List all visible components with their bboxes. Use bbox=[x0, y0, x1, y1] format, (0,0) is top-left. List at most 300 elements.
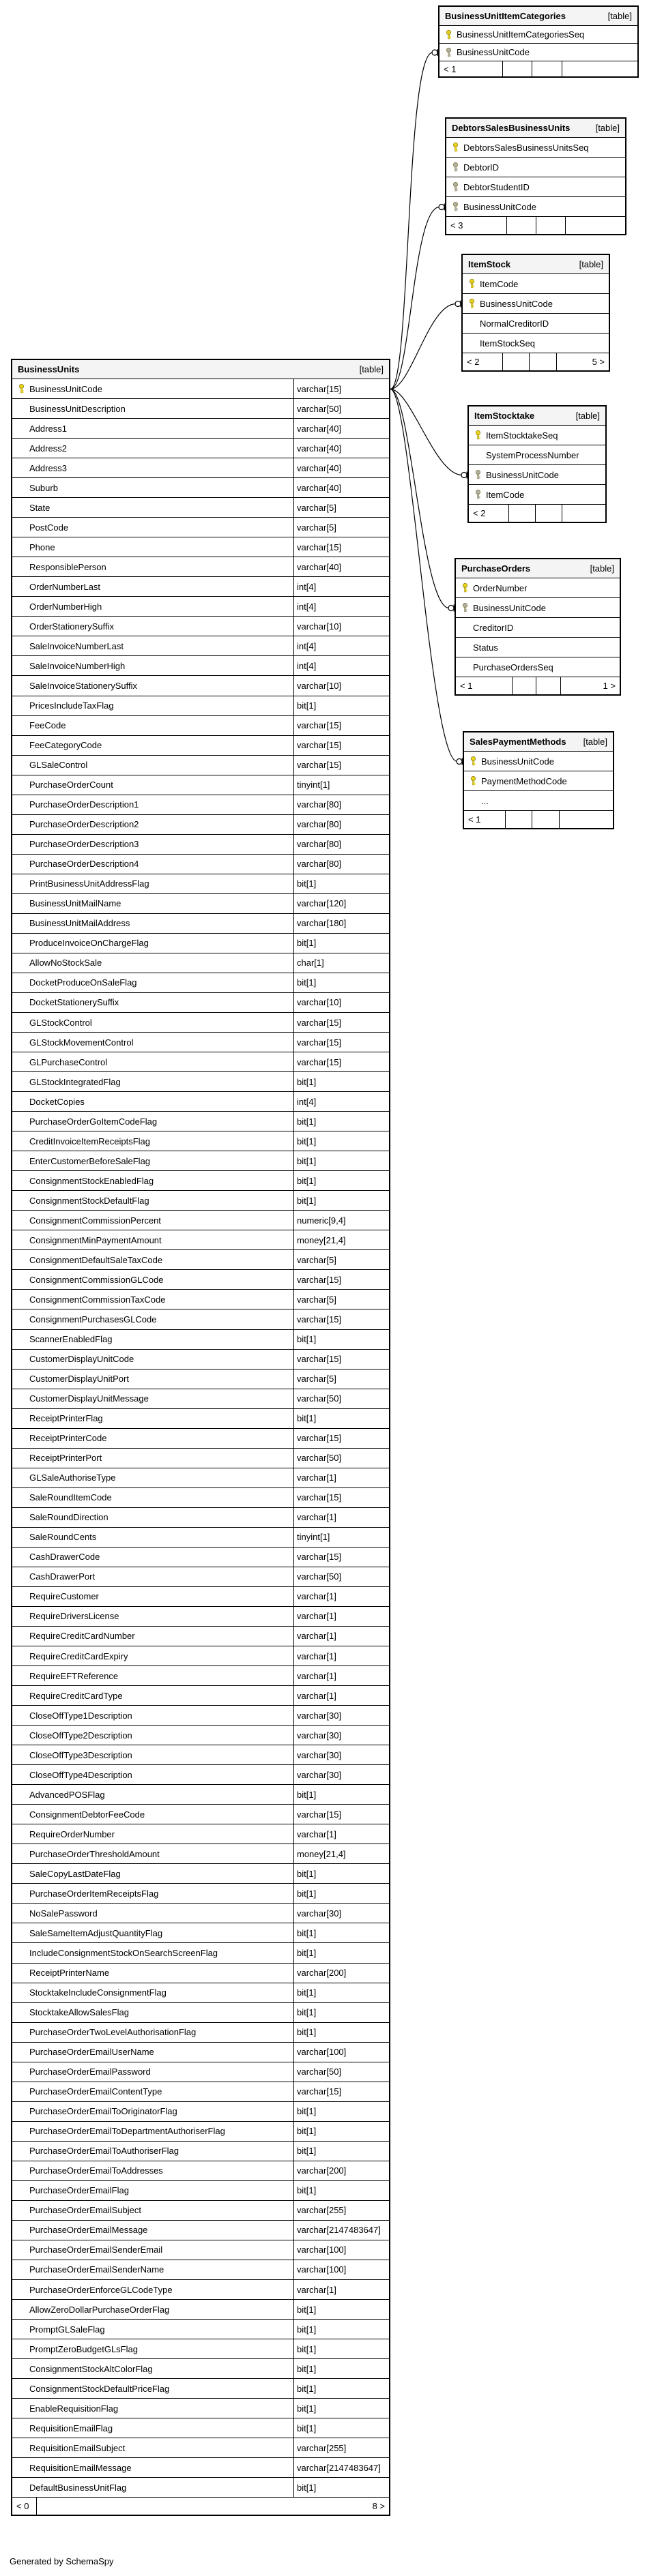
relationship-line-itemstock bbox=[390, 304, 456, 389]
column-name[interactable]: CustomerDisplayUnitPort bbox=[29, 1374, 129, 1385]
table-itemstock[interactable] bbox=[461, 254, 610, 372]
column-name[interactable]: PromptZeroBudgetGLsFlag bbox=[29, 2343, 138, 2354]
column-name[interactable]: AllowNoStockSale bbox=[29, 958, 102, 968]
column-name[interactable]: ItemStockSeq bbox=[480, 338, 535, 349]
column-name[interactable]: RequireOrderNumber bbox=[29, 1829, 115, 1839]
column-row[interactable] bbox=[12, 2379, 389, 2399]
column-row[interactable] bbox=[446, 177, 625, 197]
column-type: varchar[1] bbox=[297, 1650, 336, 1661]
column-row[interactable] bbox=[463, 334, 609, 353]
column-row[interactable] bbox=[456, 578, 620, 598]
column-name[interactable]: EnterCustomerBeforeSaleFlag bbox=[29, 1155, 151, 1166]
column-row[interactable] bbox=[12, 2161, 389, 2181]
column-row[interactable] bbox=[12, 874, 389, 894]
column-name[interactable]: OrderNumber bbox=[473, 582, 528, 593]
column-name[interactable]: CreditorID bbox=[473, 622, 514, 633]
column-row[interactable] bbox=[12, 2438, 389, 2458]
column-row[interactable] bbox=[469, 465, 605, 485]
column-name[interactable]: PurchaseOrderEnforceGLCodeType bbox=[29, 2284, 173, 2295]
column-name[interactable]: BusinessUnitCode bbox=[457, 47, 530, 57]
table-salespaymentmethods[interactable] bbox=[463, 731, 614, 829]
column-row[interactable] bbox=[464, 752, 613, 771]
column-name[interactable]: IncludeConsignmentStockOnSearchScreenFlag bbox=[29, 1947, 218, 1958]
column-name[interactable]: PurchaseOrderEmailFlag bbox=[29, 2185, 129, 2196]
column-name[interactable]: RequireCreditCardNumber bbox=[29, 1631, 135, 1642]
table-header[interactable] bbox=[469, 406, 605, 426]
column-row[interactable] bbox=[463, 274, 609, 294]
column-name[interactable]: StocktakeIncludeConsignmentFlag bbox=[29, 1987, 167, 1998]
column-row[interactable] bbox=[12, 2280, 389, 2300]
column-row[interactable] bbox=[12, 2122, 389, 2142]
column-row[interactable] bbox=[12, 2339, 389, 2359]
column-name[interactable]: DocketStationerySuffix bbox=[29, 997, 119, 1008]
column-name[interactable]: PurchaseOrderDescription3 bbox=[29, 839, 139, 850]
column-row[interactable] bbox=[12, 1844, 389, 1864]
column-name[interactable]: GLStockControl bbox=[29, 1017, 92, 1028]
column-name[interactable]: PurchaseOrderEmailToAuthoriserFlag bbox=[29, 2146, 179, 2157]
column-name[interactable]: PurchaseOrderDescription1 bbox=[29, 799, 139, 810]
column-name[interactable]: ConsignmentDefaultSaleTaxCode bbox=[29, 1254, 163, 1265]
column-row[interactable] bbox=[12, 1052, 389, 1072]
column-name[interactable]: Address1 bbox=[29, 423, 67, 434]
column-row[interactable] bbox=[12, 1765, 389, 1785]
column-row[interactable] bbox=[12, 2181, 389, 2201]
column-row[interactable] bbox=[12, 617, 389, 636]
column-name[interactable]: ProduceInvoiceOnChargeFlag bbox=[29, 938, 149, 949]
column-name[interactable]: ReceiptPrinterName bbox=[29, 1968, 110, 1979]
column-name[interactable]: DebtorID bbox=[463, 162, 500, 173]
column-name[interactable]: PurchaseOrderDescription4 bbox=[29, 859, 139, 870]
column-row[interactable] bbox=[12, 1290, 389, 1309]
column-name[interactable]: BusinessUnitCode bbox=[473, 602, 546, 613]
column-row[interactable] bbox=[12, 1468, 389, 1488]
column-row[interactable] bbox=[12, 656, 389, 676]
column-row[interactable] bbox=[12, 2399, 389, 2418]
column-name[interactable]: PurchaseOrderEmailToOriginatorFlag bbox=[29, 2106, 177, 2117]
column-name[interactable]: ConsignmentStockDefaultFlag bbox=[29, 1195, 149, 1206]
table-name[interactable]: BusinessUnits bbox=[18, 364, 80, 374]
column-row[interactable] bbox=[12, 934, 389, 953]
column-name[interactable]: Address2 bbox=[29, 443, 67, 454]
column-row[interactable] bbox=[12, 1548, 389, 1567]
column-row[interactable] bbox=[12, 2142, 389, 2161]
column-name[interactable]: CashDrawerPort bbox=[29, 1571, 96, 1582]
column-name[interactable]: RequireCreditCardType bbox=[29, 1690, 123, 1701]
column-row[interactable] bbox=[12, 993, 389, 1013]
column-name[interactable]: BusinessUnitCode bbox=[481, 756, 554, 767]
column-name[interactable]: PromptGLSaleFlag bbox=[29, 2324, 105, 2335]
column-name[interactable]: SaleRoundDirection bbox=[29, 1512, 109, 1523]
column-name[interactable]: PricesIncludeTaxFlag bbox=[29, 700, 114, 711]
column-row[interactable] bbox=[12, 1587, 389, 1607]
column-row[interactable] bbox=[12, 756, 389, 775]
column-row[interactable] bbox=[12, 1072, 389, 1092]
column-name[interactable]: PurchaseOrderItemReceiptsFlag bbox=[29, 1888, 159, 1899]
table-header[interactable] bbox=[463, 255, 609, 274]
column-name[interactable]: SaleInvoiceNumberHigh bbox=[29, 660, 126, 671]
primary-key-icon bbox=[468, 279, 476, 288]
column-row[interactable] bbox=[12, 1726, 389, 1745]
column-row[interactable] bbox=[12, 498, 389, 518]
column-row[interactable] bbox=[463, 314, 609, 334]
column-row[interactable] bbox=[12, 1785, 389, 1805]
column-name[interactable]: DocketProduceOnSaleFlag bbox=[29, 977, 137, 988]
footer-parents-count[interactable]: < 3 bbox=[450, 220, 463, 231]
column-name[interactable]: SaleInvoiceNumberLast bbox=[29, 640, 124, 651]
column-row[interactable] bbox=[12, 2359, 389, 2379]
column-row[interactable] bbox=[12, 1627, 389, 1646]
table-header[interactable] bbox=[12, 360, 389, 379]
column-name[interactable]: CustomerDisplayUnitCode bbox=[29, 1354, 134, 1365]
column-name[interactable]: FeeCode bbox=[29, 720, 66, 731]
column-name[interactable]: PurchaseOrderCount bbox=[29, 780, 113, 790]
column-row[interactable] bbox=[12, 1350, 389, 1370]
table-footer bbox=[12, 2498, 389, 2515]
column-row[interactable] bbox=[12, 973, 389, 993]
column-name[interactable]: SaleRoundCents bbox=[29, 1532, 97, 1543]
column-row[interactable] bbox=[12, 1230, 389, 1250]
column-name[interactable]: BusinessUnitItemCategoriesSeq bbox=[457, 29, 585, 40]
column-type: varchar[1] bbox=[297, 1829, 336, 1839]
column-name[interactable]: OrderNumberHigh bbox=[29, 601, 102, 612]
column-row[interactable] bbox=[446, 138, 625, 158]
column-row[interactable] bbox=[12, 1449, 389, 1468]
column-row[interactable] bbox=[12, 518, 389, 537]
column-name[interactable]: CloseOffType2Description bbox=[29, 1730, 132, 1741]
column-name[interactable]: DefaultBusinessUnitFlag bbox=[29, 2482, 127, 2493]
column-row[interactable] bbox=[12, 1151, 389, 1171]
column-row[interactable] bbox=[12, 1033, 389, 1052]
table-name[interactable]: DebtorsSalesBusinessUnits bbox=[452, 123, 571, 133]
column-row[interactable] bbox=[12, 1964, 389, 1983]
column-row[interactable] bbox=[12, 1013, 389, 1033]
column-name[interactable]: NoSalePassword bbox=[29, 1908, 98, 1919]
column-name[interactable]: ItemStocktakeSeq bbox=[486, 430, 558, 441]
column-row[interactable] bbox=[12, 577, 389, 597]
column-name[interactable]: ConsignmentStockEnabledFlag bbox=[29, 1175, 154, 1186]
table-name[interactable]: ItemStock bbox=[468, 259, 511, 269]
column-name[interactable]: ReceiptPrinterPort bbox=[29, 1453, 102, 1464]
column-row[interactable] bbox=[12, 953, 389, 973]
column-name[interactable]: RequireCreditCardExpiry bbox=[29, 1650, 128, 1661]
column-row[interactable] bbox=[12, 478, 389, 498]
column-row[interactable] bbox=[12, 1092, 389, 1112]
column-row[interactable] bbox=[12, 557, 389, 577]
column-row[interactable] bbox=[12, 636, 389, 656]
table-name[interactable]: PurchaseOrders bbox=[461, 563, 531, 574]
column-name[interactable]: GLSaleControl bbox=[29, 760, 88, 771]
column-name[interactable]: State bbox=[29, 502, 51, 513]
column-row[interactable] bbox=[464, 791, 613, 811]
column-row[interactable] bbox=[464, 771, 613, 791]
column-row[interactable] bbox=[12, 2221, 389, 2240]
column-row[interactable] bbox=[12, 399, 389, 419]
column-row[interactable] bbox=[446, 158, 625, 177]
column-name[interactable]: ConsignmentDebtorFeeCode bbox=[29, 1809, 145, 1820]
column-name[interactable]: RequireEFTReference bbox=[29, 1670, 119, 1681]
column-row[interactable] bbox=[12, 2300, 389, 2320]
column-row[interactable] bbox=[439, 44, 637, 61]
column-row[interactable] bbox=[12, 1528, 389, 1548]
column-row[interactable] bbox=[12, 597, 389, 617]
footer-children-count[interactable]: 5 > bbox=[592, 357, 605, 367]
column-name[interactable]: PurchaseOrderGoItemCodeFlag bbox=[29, 1116, 158, 1127]
column-row[interactable] bbox=[12, 1923, 389, 1943]
column-row[interactable] bbox=[12, 1330, 389, 1350]
column-name[interactable]: BusinessUnitCode bbox=[29, 383, 102, 394]
column-row[interactable] bbox=[12, 1250, 389, 1270]
column-name[interactable]: RequisitionEmailSubject bbox=[29, 2442, 126, 2453]
column-row[interactable] bbox=[12, 775, 389, 795]
column-row[interactable] bbox=[469, 426, 605, 445]
column-row[interactable] bbox=[12, 1884, 389, 1904]
table-header[interactable] bbox=[464, 732, 613, 752]
column-name[interactable]: GLStockMovementControl bbox=[29, 1037, 134, 1048]
column-row[interactable] bbox=[12, 2082, 389, 2102]
column-name[interactable]: ConsignmentStockAltColorFlag bbox=[29, 2363, 153, 2374]
column-name[interactable]: PurchaseOrderEmailSubject bbox=[29, 2205, 142, 2216]
footer-parents-count[interactable]: < 2 bbox=[467, 357, 480, 367]
column-row[interactable] bbox=[12, 1706, 389, 1726]
table-kind: [table] bbox=[590, 563, 614, 574]
column-name[interactable]: PostCode bbox=[29, 522, 69, 533]
column-row[interactable] bbox=[12, 676, 389, 696]
column-name[interactable]: PurchaseOrderEmailContentType bbox=[29, 2086, 162, 2097]
column-row[interactable] bbox=[12, 1171, 389, 1191]
column-row[interactable] bbox=[12, 2201, 389, 2221]
column-name[interactable]: CloseOffType1Description bbox=[29, 1710, 132, 1721]
column-name[interactable]: BusinessUnitCode bbox=[463, 201, 536, 212]
column-name[interactable]: PurchaseOrderEmailPassword bbox=[29, 2067, 151, 2077]
column-name[interactable]: CustomerDisplayUnitMessage bbox=[29, 1393, 149, 1404]
relationship-end-circle bbox=[439, 205, 444, 210]
column-name[interactable]: RequisitionEmailFlag bbox=[29, 2423, 113, 2433]
column-row[interactable] bbox=[12, 2102, 389, 2122]
table-name[interactable]: BusinessUnitItemCategories bbox=[445, 11, 566, 21]
column-row[interactable] bbox=[12, 537, 389, 557]
column-name[interactable]: ConsignmentCommissionPercent bbox=[29, 1215, 161, 1226]
column-name[interactable]: PrintBusinessUnitAddressFlag bbox=[29, 878, 149, 889]
column-row[interactable] bbox=[12, 1824, 389, 1844]
column-row[interactable] bbox=[12, 2240, 389, 2260]
column-row[interactable] bbox=[12, 2023, 389, 2043]
column-row[interactable] bbox=[12, 379, 389, 399]
column-name[interactable]: ResponsiblePerson bbox=[29, 561, 106, 572]
column-row[interactable] bbox=[12, 716, 389, 736]
column-row[interactable] bbox=[12, 2478, 389, 2498]
footer-parents-count[interactable]: < 2 bbox=[473, 508, 486, 518]
column-row[interactable] bbox=[12, 2003, 389, 2023]
column-row[interactable] bbox=[469, 485, 605, 505]
column-name[interactable]: ItemCode bbox=[486, 489, 525, 500]
footer-parents-count[interactable]: < 0 bbox=[16, 2501, 29, 2512]
column-name[interactable]: ... bbox=[481, 795, 489, 806]
column-row[interactable] bbox=[12, 1211, 389, 1230]
column-name[interactable]: ConsignmentCommissionGLCode bbox=[29, 1274, 164, 1285]
column-row[interactable] bbox=[12, 1745, 389, 1765]
column-row[interactable] bbox=[446, 197, 625, 217]
column-row[interactable] bbox=[12, 2458, 389, 2478]
column-type: varchar[10] bbox=[297, 997, 342, 1008]
column-name[interactable]: PurchaseOrderEmailSenderEmail bbox=[29, 2245, 163, 2255]
column-row[interactable] bbox=[12, 439, 389, 458]
column-row[interactable] bbox=[12, 2062, 389, 2082]
column-row[interactable] bbox=[12, 1666, 389, 1686]
column-name[interactable]: StocktakeAllowSalesFlag bbox=[29, 2007, 129, 2018]
footer-parents-count[interactable]: < 1 bbox=[444, 63, 457, 74]
column-row[interactable] bbox=[12, 1270, 389, 1290]
table-debtorssalesbusinessunits[interactable] bbox=[445, 117, 626, 235]
column-row[interactable] bbox=[469, 445, 605, 465]
column-name[interactable]: DocketCopies bbox=[29, 1096, 85, 1107]
table-businessunits[interactable] bbox=[11, 359, 390, 2516]
column-name[interactable]: PurchaseOrderDescription2 bbox=[29, 819, 139, 830]
column-row[interactable] bbox=[12, 1943, 389, 1963]
column-name[interactable]: ConsignmentMinPaymentAmount bbox=[29, 1234, 162, 1245]
column-row[interactable] bbox=[12, 1112, 389, 1131]
column-name[interactable]: ItemCode bbox=[480, 278, 519, 289]
column-row[interactable] bbox=[12, 855, 389, 874]
column-name[interactable]: PurchaseOrderEmailSenderName bbox=[29, 2264, 164, 2275]
column-name[interactable]: FeeCategoryCode bbox=[29, 740, 102, 751]
column-row[interactable] bbox=[12, 2043, 389, 2062]
column-name[interactable]: GLPurchaseControl bbox=[29, 1056, 108, 1067]
column-name[interactable]: AllowZeroDollarPurchaseOrderFlag bbox=[29, 2304, 170, 2315]
table-itemstocktake[interactable] bbox=[467, 405, 607, 523]
column-name[interactable]: CreditInvoiceItemReceiptsFlag bbox=[29, 1136, 151, 1146]
column-name[interactable]: AdvancedPOSFlag bbox=[29, 1789, 105, 1800]
column-name[interactable]: SaleRoundItemCode bbox=[29, 1492, 112, 1503]
column-row[interactable] bbox=[12, 1686, 389, 1706]
column-type: varchar[5] bbox=[297, 502, 336, 513]
column-row[interactable] bbox=[12, 795, 389, 815]
column-row[interactable] bbox=[12, 1864, 389, 1884]
column-row[interactable] bbox=[12, 1409, 389, 1429]
column-row[interactable] bbox=[12, 1488, 389, 1508]
footer-parents-count[interactable]: < 1 bbox=[460, 681, 473, 691]
column-name[interactable]: GLSaleAuthoriseType bbox=[29, 1472, 116, 1483]
column-row[interactable] bbox=[12, 1607, 389, 1627]
table-purchaseorders[interactable] bbox=[455, 558, 621, 696]
column-row[interactable] bbox=[12, 1429, 389, 1449]
column-name[interactable]: CloseOffType3Description bbox=[29, 1749, 132, 1760]
column-name[interactable]: ScannerEnabledFlag bbox=[29, 1334, 113, 1345]
column-name[interactable]: BusinessUnitCode bbox=[486, 469, 559, 480]
footer-children-count[interactable]: 1 > bbox=[603, 681, 616, 691]
column-name[interactable]: Suburb bbox=[29, 482, 58, 493]
column-row[interactable] bbox=[456, 598, 620, 618]
column-row[interactable] bbox=[12, 1131, 389, 1151]
column-row[interactable] bbox=[12, 419, 389, 439]
column-name[interactable]: RequisitionEmailMessage bbox=[29, 2462, 132, 2473]
column-type: varchar[15] bbox=[297, 1809, 342, 1820]
column-name[interactable]: GLStockIntegratedFlag bbox=[29, 1076, 121, 1087]
column-name[interactable]: DebtorStudentID bbox=[463, 181, 530, 192]
column-name[interactable]: OrderStationerySuffix bbox=[29, 621, 115, 632]
column-row[interactable] bbox=[12, 1983, 389, 2003]
column-row[interactable] bbox=[12, 1646, 389, 1666]
column-row[interactable] bbox=[463, 294, 609, 314]
column-row[interactable] bbox=[12, 1508, 389, 1528]
column-name[interactable]: SaleSameItemAdjustQuantityFlag bbox=[29, 1927, 163, 1938]
column-row[interactable] bbox=[12, 835, 389, 855]
column-name[interactable]: PurchaseOrderEmailMessage bbox=[29, 2225, 148, 2236]
table-header[interactable] bbox=[456, 559, 620, 578]
column-name[interactable]: Status bbox=[473, 642, 498, 653]
column-row[interactable] bbox=[12, 1805, 389, 1824]
column-row[interactable] bbox=[12, 736, 389, 756]
column-row[interactable] bbox=[12, 1309, 389, 1329]
footer-parents-count[interactable]: < 1 bbox=[468, 814, 481, 825]
table-name[interactable]: SalesPaymentMethods bbox=[470, 737, 566, 747]
column-row[interactable] bbox=[12, 815, 389, 835]
column-name[interactable]: PurchaseOrderTwoLevelAuthorisationFlag bbox=[29, 2027, 197, 2038]
column-row[interactable] bbox=[12, 914, 389, 934]
column-name[interactable]: DebtorsSalesBusinessUnitsSeq bbox=[463, 142, 589, 153]
column-name[interactable]: SaleCopyLastDateFlag bbox=[29, 1868, 121, 1879]
column-name[interactable]: BusinessUnitDescription bbox=[29, 403, 126, 414]
column-row[interactable] bbox=[12, 894, 389, 914]
column-name[interactable]: ConsignmentPurchasesGLCode bbox=[29, 1314, 157, 1324]
footer-children-count[interactable]: 8 > bbox=[372, 2501, 385, 2512]
column-name[interactable]: ReceiptPrinterCode bbox=[29, 1433, 107, 1444]
column-name[interactable]: PurchaseOrderEmailUserName bbox=[29, 2047, 154, 2058]
column-name[interactable]: RequireCustomer bbox=[29, 1591, 99, 1602]
column-type: int[4] bbox=[297, 640, 317, 651]
column-name[interactable]: CloseOffType4Description bbox=[29, 1769, 132, 1780]
column-row[interactable] bbox=[456, 638, 620, 657]
column-name[interactable]: PurchaseOrderEmailToDepartmentAuthoriserFlag bbox=[29, 2126, 225, 2137]
column-name[interactable]: BusinessUnitCode bbox=[480, 298, 553, 309]
column-name[interactable]: Phone bbox=[29, 542, 55, 552]
column-name[interactable]: Address3 bbox=[29, 462, 67, 473]
column-row[interactable] bbox=[12, 2260, 389, 2280]
column-name[interactable]: SaleInvoiceStationerySuffix bbox=[29, 680, 138, 691]
column-name[interactable]: RequireDriversLicense bbox=[29, 1611, 119, 1622]
column-row[interactable] bbox=[12, 1191, 389, 1211]
column-row[interactable] bbox=[456, 657, 620, 677]
column-name[interactable]: NormalCreditorID bbox=[480, 318, 549, 329]
column-row[interactable] bbox=[12, 1370, 389, 1389]
column-row[interactable] bbox=[439, 26, 637, 44]
table-header[interactable] bbox=[446, 119, 625, 138]
column-name[interactable]: PurchaseOrderEmailToAddresses bbox=[29, 2165, 163, 2176]
column-row[interactable] bbox=[456, 618, 620, 638]
column-row[interactable] bbox=[12, 2418, 389, 2438]
column-name[interactable]: EnableRequisitionFlag bbox=[29, 2403, 119, 2414]
table-header[interactable] bbox=[439, 7, 637, 26]
column-name[interactable]: PurchaseOrderThresholdAmount bbox=[29, 1848, 160, 1859]
column-name[interactable]: BusinessUnitMailAddress bbox=[29, 918, 130, 929]
column-name[interactable]: ReceiptPrinterFlag bbox=[29, 1413, 103, 1424]
column-name[interactable]: PaymentMethodCode bbox=[481, 775, 567, 786]
column-row[interactable] bbox=[12, 1389, 389, 1409]
column-name[interactable]: ConsignmentCommissionTaxCode bbox=[29, 1294, 166, 1305]
column-row[interactable] bbox=[12, 1567, 389, 1587]
column-name[interactable]: CashDrawerCode bbox=[29, 1552, 100, 1563]
column-row[interactable] bbox=[12, 458, 389, 478]
column-row[interactable] bbox=[12, 696, 389, 716]
column-row[interactable] bbox=[12, 2320, 389, 2339]
column-name[interactable]: BusinessUnitMailName bbox=[29, 898, 121, 909]
column-name[interactable]: PurchaseOrdersSeq bbox=[473, 662, 553, 672]
table-businessunititemcategories[interactable] bbox=[438, 5, 639, 78]
column-name[interactable]: ConsignmentStockDefaultPriceFlag bbox=[29, 2383, 170, 2394]
column-name[interactable]: OrderNumberLast bbox=[29, 581, 101, 592]
column-name[interactable]: SystemProcessNumber bbox=[486, 449, 579, 460]
table-name[interactable]: ItemStocktake bbox=[474, 411, 535, 421]
column-row[interactable] bbox=[12, 1904, 389, 1923]
